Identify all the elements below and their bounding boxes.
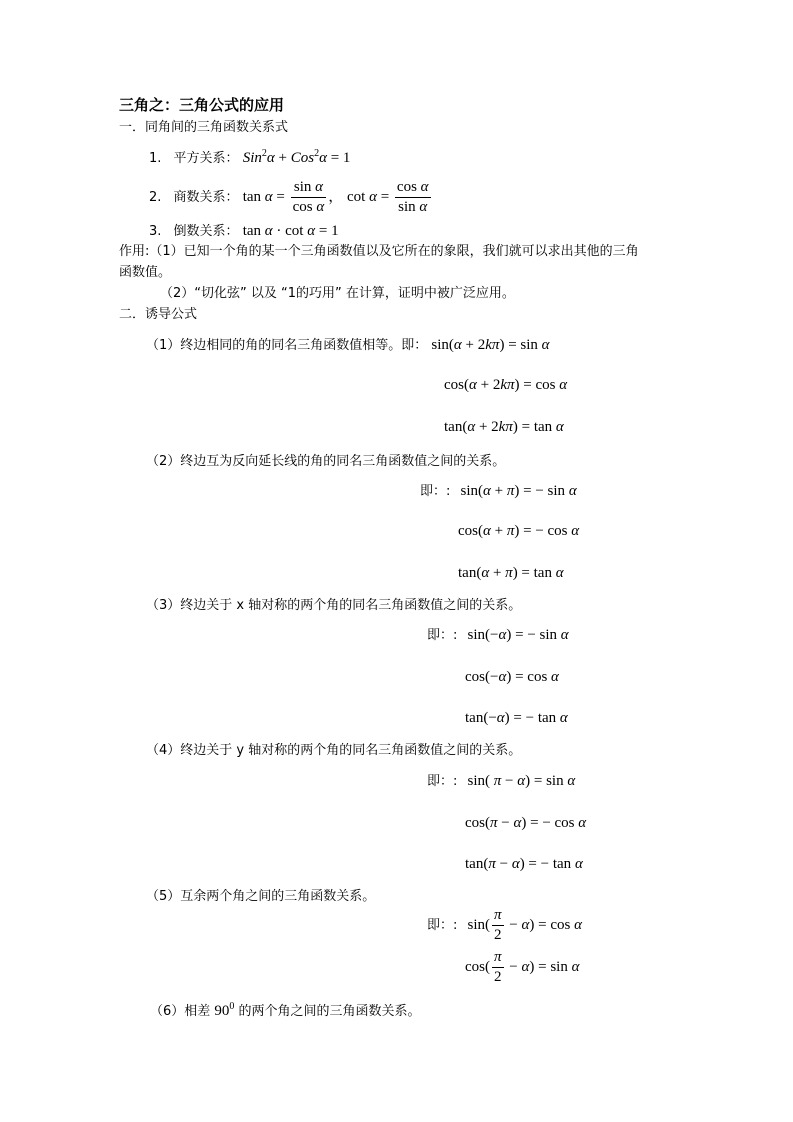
item-number: 1. bbox=[149, 151, 162, 166]
formula-sin-pi-minus: sin( π − α) = sin α bbox=[467, 773, 576, 789]
case-text-suffix: 的两个角之间的三角函数关系。 bbox=[234, 1004, 421, 1019]
item-number: 3. bbox=[149, 224, 162, 239]
case-1 bbox=[146, 338, 550, 353]
formula-cos-2kpi: cos(α + 2kπ) = cos α bbox=[444, 377, 568, 393]
case-3-ji bbox=[427, 628, 569, 643]
ji-label: 即：: bbox=[427, 628, 458, 643]
formula-sin-neg: sin(−α) = − sin α bbox=[467, 627, 569, 643]
usage-line-3: （2）“切化弦” 以及 “1的巧用” 在计算，证明中被广泛应用。 bbox=[160, 286, 515, 301]
section-2-heading: 二．诱导公式 bbox=[119, 307, 198, 322]
ji-label: 即：: bbox=[427, 918, 458, 933]
item-label: 平方关系： bbox=[173, 151, 239, 166]
formula-reciprocal: tan α · cot α = 1 bbox=[242, 223, 339, 239]
formula-sin-pi-plus: sin(α + π) = − sin α bbox=[460, 483, 577, 499]
case-5: （5）互余两个角之间的三角函数关系。 bbox=[146, 889, 376, 904]
case-2: （2）终边互为反向延长线的角的同名三角函数值之间的关系。 bbox=[146, 454, 506, 469]
case-4: （4）终边关于 y 轴对称的两个角的同名三角函数值之间的关系。 bbox=[146, 743, 522, 758]
formula-sin-complement: sin( $\frac{\pi}{2}$ − α) = cos α bbox=[467, 907, 582, 943]
fraction: $\frac{\pi}{2}$ bbox=[494, 907, 502, 943]
formula-sin-2kpi: sin(α + 2kπ) = sin α bbox=[431, 337, 550, 353]
formula-pythagorean: Sin$^2$α + Cos$^2$α = 1 bbox=[242, 148, 351, 166]
case-4-ji bbox=[427, 774, 575, 789]
formula-quotient: tan α = $\frac{\text{sin α}}{\text{cos α}}$ ， cot α = $\frac{\text{cos α}}{\text{sin α}}$ bbox=[242, 179, 429, 215]
case-5-ji bbox=[427, 908, 582, 943]
usage-line-2: 函数值。 bbox=[119, 265, 172, 280]
item-label: 商数关系： bbox=[173, 190, 239, 205]
item-label: 倒数关系： bbox=[173, 224, 239, 239]
case-text: （1）终边相同的角的同名三角函数值相等。即： bbox=[146, 338, 428, 353]
ji-label: 即：: bbox=[427, 774, 458, 789]
formula-cos-pi-plus: cos(α + π) = − cos α bbox=[458, 523, 580, 539]
case-6 bbox=[150, 1001, 421, 1019]
formula-cos-pi-minus: cos(π − α) = − cos α bbox=[465, 815, 587, 831]
case-text: （6）相差 bbox=[150, 1004, 215, 1019]
formula-tan-neg: tan(−α) = − tan α bbox=[465, 710, 568, 726]
fraction: $\frac{\pi}{2}$ bbox=[494, 949, 502, 985]
formula-cos-complement: cos( $\frac{\pi}{2}$ − α) = sin α bbox=[465, 949, 580, 985]
case-3: （3）终边关于 x 轴对称的两个角的同名三角函数值之间的关系。 bbox=[146, 598, 522, 613]
item-3 bbox=[149, 224, 339, 239]
ninety-degrees: $90^0$ bbox=[214, 1001, 235, 1019]
case-2-ji bbox=[420, 484, 577, 499]
item-2 bbox=[149, 180, 433, 215]
formula-tan-pi-minus: tan(π − α) = − tan α bbox=[465, 856, 583, 872]
item-1 bbox=[149, 148, 351, 166]
section-1-heading: 一．同角间的三角函数关系式 bbox=[119, 120, 289, 135]
usage-line-1: 作用:（1）已知一个角的某一个三角函数值以及它所在的象限，我们就可以求出其他的三角 bbox=[119, 244, 639, 259]
fraction: $\frac{\text{sin α}}{\text{cos α}}$ bbox=[292, 179, 325, 215]
formula-tan-pi-plus: tan(α + π) = tan α bbox=[458, 565, 564, 581]
ji-label: 即：: bbox=[420, 484, 451, 499]
fraction: $\frac{\text{cos α}}{\text{sin α}}$ bbox=[396, 179, 429, 215]
item-number: 2. bbox=[149, 190, 162, 205]
page-title: 三角之：三角公式的应用 bbox=[119, 96, 285, 114]
formula-tan-2kpi: tan(α + 2kπ) = tan α bbox=[444, 419, 564, 435]
formula-cos-neg: cos(−α) = cos α bbox=[465, 669, 559, 685]
